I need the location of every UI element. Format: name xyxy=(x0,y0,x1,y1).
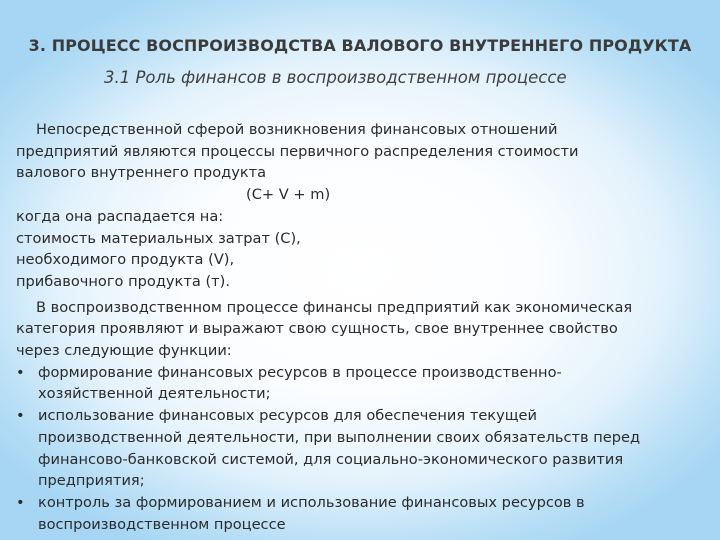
list-item-text: предприятия; xyxy=(38,472,145,490)
bullet-icon: • xyxy=(16,407,25,425)
bullet-icon: • xyxy=(16,493,25,511)
paragraph-2-line: категория проявляют и выражают свою сущность, свое внутреннее свойство xyxy=(16,320,618,338)
list-item-text: производственной деятельности, при выполнении своих обязательств перед xyxy=(38,428,641,446)
paragraph-1-line: Непосредственной сферой возникновения финансовых отношений xyxy=(36,121,558,138)
paragraph-1 xyxy=(16,119,716,293)
list-item xyxy=(16,492,716,535)
list-item xyxy=(16,362,716,405)
list-item xyxy=(16,405,716,492)
paragraph-1-line: стоимость материальных затрат (С), xyxy=(16,229,301,247)
paragraph-2 xyxy=(16,297,716,362)
paragraph-1-line: когда она распадается на: xyxy=(16,207,224,225)
list-item-text: финансово-банковской системой, для социально-экономического развития xyxy=(38,450,624,468)
formula: (C+ V + m) xyxy=(246,186,331,204)
function-list xyxy=(16,362,716,536)
paragraph-2-line: В воспроизводственном процессе финансы предприятий как экономическая xyxy=(36,298,633,316)
bullet-icon: • xyxy=(16,363,25,381)
paragraph-1-line: предприятий являются процессы первичного распределения стоимости xyxy=(16,142,579,160)
paragraph-1-line: прибавочного продукта (т). xyxy=(16,272,230,290)
list-item-text: воспроизводственном процессе xyxy=(38,515,286,533)
slide-body xyxy=(16,119,716,535)
paragraph-1-line: необходимого продукта (V), xyxy=(16,251,235,269)
list-item-text: формирование финансовых ресурсов в процессе производственно- xyxy=(38,363,562,381)
slide-title: 3. ПРОЦЕСС ВОСПРОИЗВОДСТВА ВАЛОВОГО ВНУТРЕННЕГО ПРОДУКТА xyxy=(28,36,692,55)
slide-subtitle: 3.1 Роль финансов в воспроизводственном процессе xyxy=(104,68,567,87)
paragraph-2-line: через следующие функции: xyxy=(16,342,232,360)
list-item-text: использование финансовых ресурсов для обеспечения текущей xyxy=(38,407,537,425)
list-item-text: хозяйственной деятельности; xyxy=(38,385,271,403)
paragraph-1-line: валового внутреннего продукта xyxy=(16,164,267,182)
list-item-text: контроль за формированием и использование финансовых ресурсов в xyxy=(38,493,585,511)
